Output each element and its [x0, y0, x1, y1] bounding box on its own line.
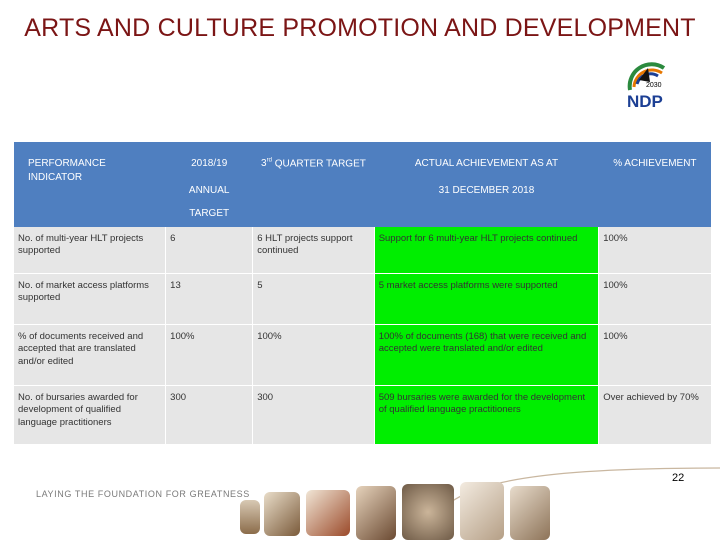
header-percent: % ACHIEVEMENT — [613, 158, 697, 169]
header-annual-line1: 2018/19 — [191, 158, 228, 169]
table-row — [14, 385, 711, 444]
cell-indicator: % of documents received and accepted that are translated and/or edited — [14, 324, 166, 385]
header-annual-line2: ANNUAL — [188, 184, 230, 196]
cell-actual: 100% of documents (168) that were received and accepted were translated and/or edited — [374, 324, 599, 385]
cell-quarter: 300 — [253, 385, 374, 444]
cell-percent: Over achieved by 70% — [599, 385, 711, 444]
footer-photo-strip — [238, 482, 720, 540]
cell-quarter: 100% — [253, 324, 374, 385]
performance-table — [14, 142, 711, 445]
footer-photo — [306, 490, 350, 536]
table-row — [14, 324, 711, 385]
logo-text: NDP — [627, 92, 663, 110]
cell-quarter: 5 — [253, 273, 374, 324]
cell-annual: 100% — [166, 324, 253, 385]
header-annual-line3: TARGET — [189, 208, 230, 219]
cell-annual: 6 — [166, 227, 253, 274]
header-quarter-target — [253, 142, 374, 227]
cell-percent: 100% — [599, 324, 711, 385]
cell-annual: 300 — [166, 385, 253, 444]
cell-actual: 5 market access platforms were supported — [374, 273, 599, 324]
cell-percent: 100% — [599, 227, 711, 274]
header-quarter-text: QUARTER TARGET — [274, 158, 366, 170]
header-actual — [374, 142, 599, 227]
cell-actual: Support for 6 multi-year HLT projects continued — [374, 227, 599, 274]
table-row — [14, 273, 711, 324]
footer-photo — [264, 492, 300, 536]
footer-photo — [510, 486, 550, 540]
header-annual — [166, 142, 253, 227]
header-quarter-ordinal: 3rd — [261, 158, 272, 170]
logo-year: 2030 — [646, 82, 662, 89]
footer-photo — [402, 484, 454, 540]
header-actual-line1: ACTUAL ACHIEVEMENT AS AT — [414, 158, 559, 169]
page-number: 22 — [672, 472, 685, 484]
page-title: ARTS AND CULTURE PROMOTION AND DEVELOPMENT — [24, 14, 696, 42]
cell-quarter: 6 HLT projects support continued — [253, 227, 374, 274]
header-indicator: PERFORMANCE INDICATOR — [28, 158, 106, 183]
cell-percent: 100% — [599, 273, 711, 324]
footer-photo — [460, 482, 504, 540]
table-header-row — [14, 142, 711, 227]
cell-annual: 13 — [166, 273, 253, 324]
footer-photo — [356, 486, 396, 540]
cell-indicator: No. of market access platforms supported — [14, 273, 166, 324]
footer-tagline: LAYING THE FOUNDATION FOR GREATNESS — [36, 489, 250, 499]
cell-indicator: No. of bursaries awarded for development of qualified language practitioners — [14, 385, 166, 444]
cell-indicator: No. of multi-year HLT projects supported — [14, 227, 166, 274]
footer-photo — [240, 500, 260, 534]
header-actual-line2: 31 DECEMBER 2018 — [438, 184, 535, 196]
cell-actual: 509 bursaries were awarded for the development of qualified language practitioners — [374, 385, 599, 444]
ndp-2030-logo — [624, 60, 680, 110]
table-row — [14, 227, 711, 274]
